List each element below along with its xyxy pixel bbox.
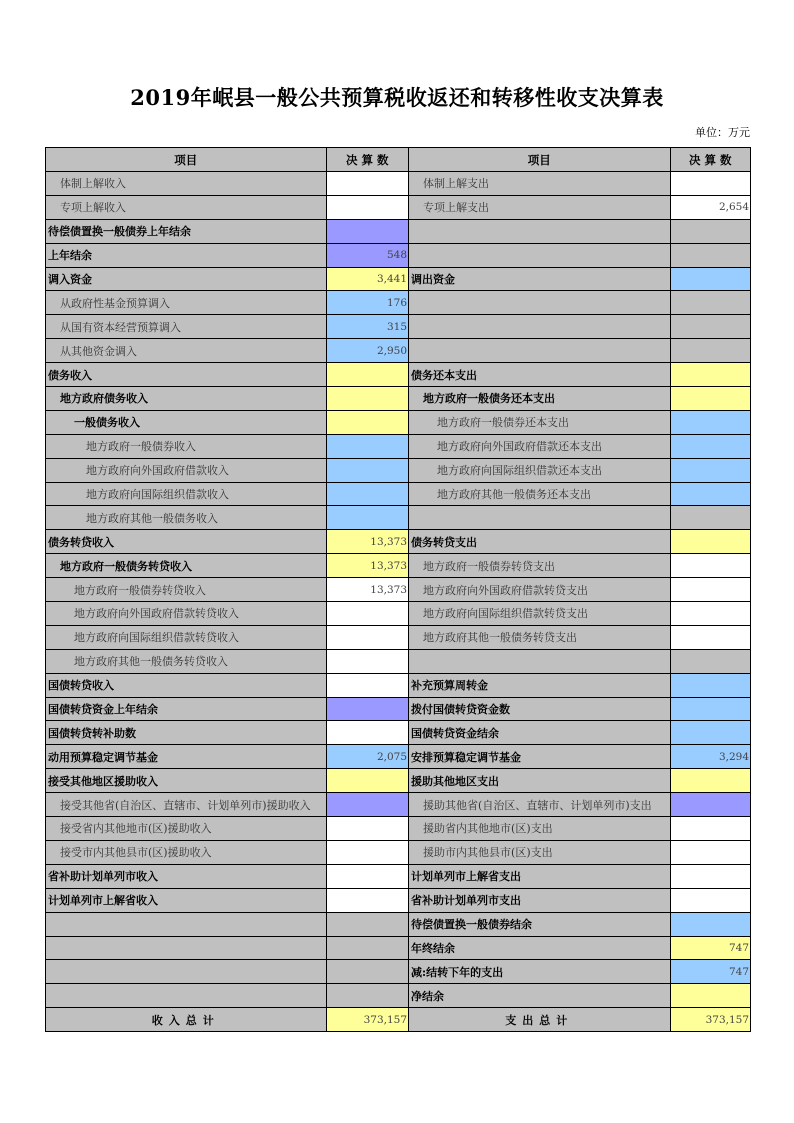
expense-amount (670, 602, 751, 626)
expense-item-label: 补充预算周转金 (409, 673, 670, 697)
table-row (46, 769, 751, 793)
income-amount (326, 410, 408, 434)
income-item-label: 一般债务收入 (46, 410, 327, 434)
expense-amount (670, 769, 751, 793)
income-amount (326, 888, 408, 912)
expense-item-label: 安排预算稳定调节基金 (409, 745, 670, 769)
table-row (46, 195, 751, 219)
table-row (46, 936, 751, 960)
expense-amount (670, 840, 751, 864)
income-item-label: 计划单列市上解省收入 (46, 888, 327, 912)
expense-total-value: 373,157 (670, 1008, 751, 1032)
table-row (46, 267, 751, 291)
expense-item-label: 拨付国债转贷资金数 (409, 697, 670, 721)
income-item-label: 国债转贷收入 (46, 673, 327, 697)
expense-item-label (409, 339, 670, 363)
income-item-label: 地方政府向外国政府借款转贷收入 (46, 602, 327, 626)
table-row (46, 410, 751, 434)
expense-amount: 747 (670, 936, 751, 960)
expense-amount (670, 530, 751, 554)
table-row (46, 625, 751, 649)
expense-item-label: 地方政府一般债务还本支出 (409, 387, 670, 411)
income-item-label: 地方政府债务收入 (46, 387, 327, 411)
expense-amount (670, 506, 751, 530)
expense-item-label (409, 243, 670, 267)
expense-amount (670, 912, 751, 936)
income-item-label: 接受市内其他县市(区)援助收入 (46, 840, 327, 864)
expense-amount (670, 387, 751, 411)
table-row (46, 673, 751, 697)
expense-amount (670, 578, 751, 602)
expense-amount (670, 291, 751, 315)
expense-item-label (409, 506, 670, 530)
income-amount (326, 172, 408, 196)
table-row (46, 984, 751, 1008)
header-item-expense: 项目 (409, 148, 670, 172)
income-item-label: 动用预算稳定调节基金 (46, 745, 327, 769)
income-amount (326, 649, 408, 673)
income-amount (326, 984, 408, 1008)
income-item-label: 接受省内其他地市(区)援助收入 (46, 817, 327, 841)
income-item-label: 地方政府其他一般债务转贷收入 (46, 649, 327, 673)
income-item-label: 债务收入 (46, 363, 327, 387)
income-total-label: 收入总计 (46, 1008, 327, 1032)
expense-item-label: 债务转贷支出 (409, 530, 670, 554)
expense-amount (670, 864, 751, 888)
income-amount (326, 506, 408, 530)
table-row (46, 482, 751, 506)
expense-item-label (409, 291, 670, 315)
income-item-label (46, 960, 327, 984)
table-row (46, 363, 751, 387)
expense-item-label: 地方政府向外国政府借款转贷支出 (409, 578, 670, 602)
table-row (46, 172, 751, 196)
table-row (46, 697, 751, 721)
expense-item-label: 债务还本支出 (409, 363, 670, 387)
table-row (46, 243, 751, 267)
expense-amount: 2,654 (670, 195, 751, 219)
expense-amount (670, 363, 751, 387)
expense-item-label: 计划单列市上解省支出 (409, 864, 670, 888)
income-item-label (46, 936, 327, 960)
income-item-label: 接受其他省(自治区、直辖市、计划单列市)援助收入 (46, 793, 327, 817)
expense-amount (670, 817, 751, 841)
table-row (46, 912, 751, 936)
income-item-label: 债务转贷收入 (46, 530, 327, 554)
table-row (46, 458, 751, 482)
income-amount: 3,441 (326, 267, 408, 291)
income-amount: 13,373 (326, 578, 408, 602)
expense-item-label: 地方政府其他一般债务转贷支出 (409, 625, 670, 649)
income-item-label: 从国有资本经营预算调入 (46, 315, 327, 339)
income-item-label: 专项上解收入 (46, 195, 327, 219)
income-amount: 2,075 (326, 745, 408, 769)
income-item-label (46, 912, 327, 936)
expense-item-label: 专项上解支出 (409, 195, 670, 219)
income-amount: 13,373 (326, 530, 408, 554)
table-row (46, 602, 751, 626)
expense-item-label: 援助市内其他县市(区)支出 (409, 840, 670, 864)
income-item-label: 地方政府向国际组织借款转贷收入 (46, 625, 327, 649)
table-row (46, 506, 751, 530)
unit-label: 单位：万元 (695, 126, 750, 139)
table-row (46, 219, 751, 243)
table-row (46, 840, 751, 864)
income-amount (326, 769, 408, 793)
expense-item-label: 待偿债置换一般债券结余 (409, 912, 670, 936)
table-row (46, 530, 751, 554)
income-item-label: 省补助计划单列市收入 (46, 864, 327, 888)
income-item-label (46, 984, 327, 1008)
expense-amount (670, 219, 751, 243)
expense-amount (670, 482, 751, 506)
income-item-label: 从其他资金调入 (46, 339, 327, 363)
income-amount (326, 912, 408, 936)
table-row (46, 721, 751, 745)
expense-amount: 747 (670, 960, 751, 984)
table-row (46, 745, 751, 769)
page-title: 2019年岷县一般公共预算税收返还和转移性收支决算表 (130, 85, 664, 110)
income-amount (326, 960, 408, 984)
income-amount (326, 864, 408, 888)
income-item-label: 接受其他地区援助收入 (46, 769, 327, 793)
expense-amount (670, 339, 751, 363)
income-item-label: 地方政府一般债务转贷收入 (46, 554, 327, 578)
expense-amount (670, 410, 751, 434)
expense-item-label: 国债转贷资金结余 (409, 721, 670, 745)
income-amount (326, 387, 408, 411)
expense-item-label: 地方政府一般债券还本支出 (409, 410, 670, 434)
expense-item-label: 援助省内其他地市(区)支出 (409, 817, 670, 841)
expense-amount (670, 888, 751, 912)
expense-amount (670, 625, 751, 649)
header-amount-expense: 决 算 数 (670, 148, 751, 172)
table-row (46, 434, 751, 458)
expense-item-label (409, 219, 670, 243)
expense-item-label (409, 649, 670, 673)
table-row (46, 554, 751, 578)
income-amount (326, 793, 408, 817)
income-item-label: 地方政府向外国政府借款收入 (46, 458, 327, 482)
income-item-label: 从政府性基金预算调入 (46, 291, 327, 315)
income-amount (326, 434, 408, 458)
income-amount: 548 (326, 243, 408, 267)
expense-item-label: 地方政府向国际组织借款转贷支出 (409, 602, 670, 626)
income-item-label: 地方政府一般债券转贷收入 (46, 578, 327, 602)
table-row (46, 387, 751, 411)
income-item-label: 调入资金 (46, 267, 327, 291)
income-amount (326, 602, 408, 626)
income-item-label: 地方政府其他一般债务收入 (46, 506, 327, 530)
table-row (46, 578, 751, 602)
income-amount (326, 219, 408, 243)
table-row (46, 793, 751, 817)
income-amount (326, 697, 408, 721)
expense-amount (670, 554, 751, 578)
expense-item-label: 地方政府一般债券转贷支出 (409, 554, 670, 578)
expense-amount (670, 649, 751, 673)
expense-amount (670, 458, 751, 482)
header-amount-income: 决 算 数 (326, 148, 408, 172)
table-row (46, 888, 751, 912)
table-row (46, 315, 751, 339)
expense-item-label: 援助其他省(自治区、直辖市、计划单列市)支出 (409, 793, 670, 817)
income-item-label: 国债转贷资金上年结余 (46, 697, 327, 721)
income-amount (326, 482, 408, 506)
expense-amount (670, 172, 751, 196)
income-amount (326, 625, 408, 649)
table-row (46, 291, 751, 315)
expense-item-label: 地方政府向国际组织借款还本支出 (409, 458, 670, 482)
table-row (46, 817, 751, 841)
expense-amount (670, 793, 751, 817)
income-item-label: 体制上解收入 (46, 172, 327, 196)
income-amount (326, 817, 408, 841)
expense-item-label: 调出资金 (409, 267, 670, 291)
expense-amount (670, 984, 751, 1008)
expense-item-label (409, 315, 670, 339)
expense-item-label: 体制上解支出 (409, 172, 670, 196)
income-item-label: 待偿债置换一般债券上年结余 (46, 219, 327, 243)
table-row (46, 864, 751, 888)
table-row (46, 649, 751, 673)
expense-item-label: 净结余 (409, 984, 670, 1008)
income-amount (326, 673, 408, 697)
table-row (46, 960, 751, 984)
income-amount (326, 195, 408, 219)
total-row (46, 1008, 751, 1032)
expense-item-label: 年终结余 (409, 936, 670, 960)
expense-amount (670, 673, 751, 697)
expense-total-label: 支出总计 (409, 1008, 670, 1032)
income-item-label: 地方政府向国际组织借款收入 (46, 482, 327, 506)
expense-item-label: 减:结转下年的支出 (409, 960, 670, 984)
income-amount: 13,373 (326, 554, 408, 578)
income-amount: 315 (326, 315, 408, 339)
income-amount (326, 840, 408, 864)
expense-amount (670, 434, 751, 458)
expense-item-label: 地方政府其他一般债务还本支出 (409, 482, 670, 506)
income-amount (326, 721, 408, 745)
income-total-value: 373,157 (326, 1008, 408, 1032)
income-amount: 2,950 (326, 339, 408, 363)
expense-item-label: 省补助计划单列市支出 (409, 888, 670, 912)
income-amount (326, 936, 408, 960)
expense-amount (670, 697, 751, 721)
income-item-label: 地方政府一般债券收入 (46, 434, 327, 458)
income-item-label: 国债转贷转补助数 (46, 721, 327, 745)
expense-amount (670, 315, 751, 339)
income-amount (326, 458, 408, 482)
header-row (46, 148, 751, 172)
budget-table (45, 147, 751, 1032)
expense-amount (670, 721, 751, 745)
expense-item-label: 援助其他地区支出 (409, 769, 670, 793)
expense-item-label: 地方政府向外国政府借款还本支出 (409, 434, 670, 458)
expense-amount (670, 267, 751, 291)
income-item-label: 上年结余 (46, 243, 327, 267)
header-item-income: 项目 (46, 148, 327, 172)
income-amount (326, 363, 408, 387)
expense-amount (670, 243, 751, 267)
table-row (46, 339, 751, 363)
income-amount: 176 (326, 291, 408, 315)
expense-amount: 3,294 (670, 745, 751, 769)
